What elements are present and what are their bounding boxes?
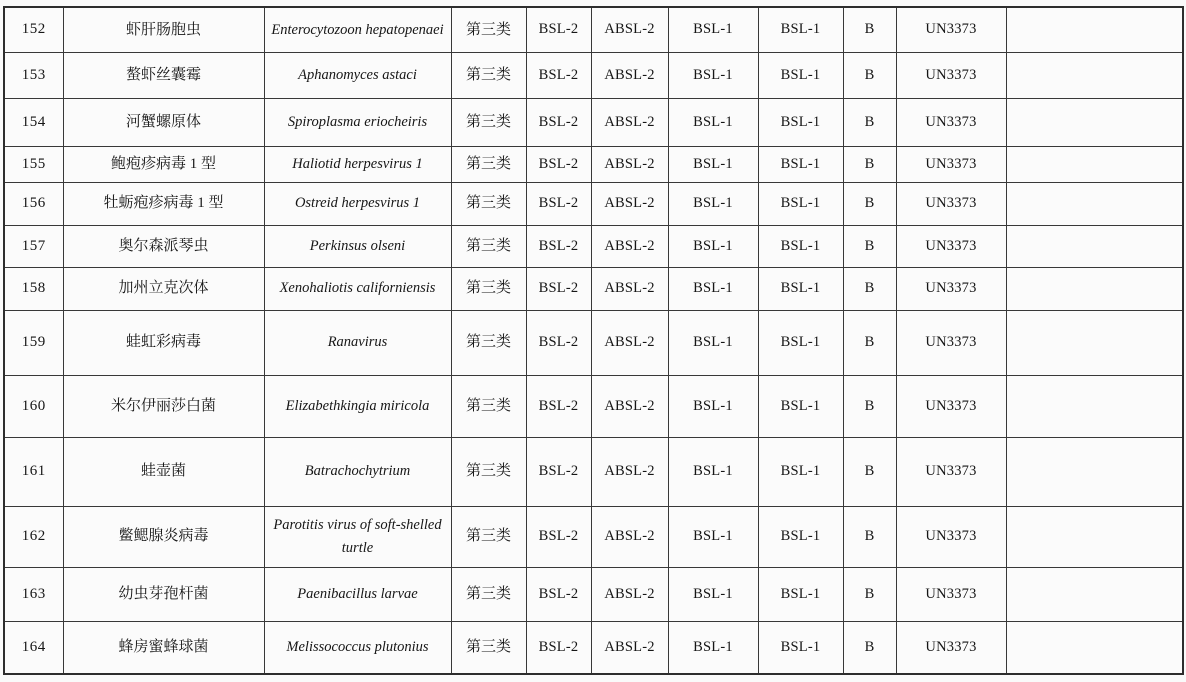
table-row bbox=[4, 437, 1183, 506]
un-number-cell: UN3373 bbox=[896, 437, 1006, 506]
bsl-level-cell: BSL-2 bbox=[526, 146, 591, 182]
latin-name-cell: Ranavirus bbox=[264, 310, 451, 375]
latin-name-cell: Spiroplasma eriocheiris bbox=[264, 98, 451, 146]
bsl1-second-level-cell: BSL-1 bbox=[758, 7, 843, 52]
remark-cell bbox=[1006, 621, 1183, 674]
un-number-cell: UN3373 bbox=[896, 7, 1006, 52]
bsl1-level-cell: BSL-1 bbox=[668, 437, 758, 506]
chinese-name-cell: 蛙虹彩病毒 bbox=[63, 310, 264, 375]
latin-name-cell: Batrachochytrium bbox=[264, 437, 451, 506]
absl-level-cell: ABSL-2 bbox=[591, 52, 668, 98]
latin-name-cell: Parotitis virus of soft-shelled turtle bbox=[264, 506, 451, 567]
remark-cell bbox=[1006, 225, 1183, 267]
transport-class-cell: B bbox=[843, 375, 896, 437]
absl-level-cell: ABSL-2 bbox=[591, 98, 668, 146]
remark-cell bbox=[1006, 506, 1183, 567]
table-row bbox=[4, 310, 1183, 375]
row-number-cell: 161 bbox=[4, 437, 63, 506]
transport-class-cell: B bbox=[843, 267, 896, 310]
row-number-cell: 154 bbox=[4, 98, 63, 146]
bsl-level-cell: BSL-2 bbox=[526, 225, 591, 267]
un-number-cell: UN3373 bbox=[896, 98, 1006, 146]
chinese-name-cell: 鳖鳃腺炎病毒 bbox=[63, 506, 264, 567]
bsl-level-cell: BSL-2 bbox=[526, 506, 591, 567]
absl-level-cell: ABSL-2 bbox=[591, 146, 668, 182]
table-row bbox=[4, 567, 1183, 621]
latin-name-cell: Melissococcus plutonius bbox=[264, 621, 451, 674]
absl-level-cell: ABSL-2 bbox=[591, 310, 668, 375]
category-cell: 第三类 bbox=[451, 310, 526, 375]
bsl-level-cell: BSL-2 bbox=[526, 267, 591, 310]
chinese-name-cell: 米尔伊丽莎白菌 bbox=[63, 375, 264, 437]
un-number-cell: UN3373 bbox=[896, 267, 1006, 310]
table-row bbox=[4, 506, 1183, 567]
bsl1-second-level-cell: BSL-1 bbox=[758, 506, 843, 567]
category-cell: 第三类 bbox=[451, 506, 526, 567]
table-row bbox=[4, 225, 1183, 267]
bsl-level-cell: BSL-2 bbox=[526, 567, 591, 621]
chinese-name-cell: 蛙壶菌 bbox=[63, 437, 264, 506]
un-number-cell: UN3373 bbox=[896, 225, 1006, 267]
table-row bbox=[4, 7, 1183, 52]
un-number-cell: UN3373 bbox=[896, 146, 1006, 182]
remark-cell bbox=[1006, 437, 1183, 506]
row-number-cell: 162 bbox=[4, 506, 63, 567]
table-row bbox=[4, 182, 1183, 225]
category-cell: 第三类 bbox=[451, 437, 526, 506]
chinese-name-cell: 螯虾丝囊霉 bbox=[63, 52, 264, 98]
transport-class-cell: B bbox=[843, 182, 896, 225]
category-cell: 第三类 bbox=[451, 567, 526, 621]
category-cell: 第三类 bbox=[451, 267, 526, 310]
row-number-cell: 152 bbox=[4, 7, 63, 52]
absl-level-cell: ABSL-2 bbox=[591, 567, 668, 621]
bsl1-level-cell: BSL-1 bbox=[668, 310, 758, 375]
bsl-level-cell: BSL-2 bbox=[526, 375, 591, 437]
remark-cell bbox=[1006, 7, 1183, 52]
un-number-cell: UN3373 bbox=[896, 52, 1006, 98]
transport-class-cell: B bbox=[843, 7, 896, 52]
row-number-cell: 159 bbox=[4, 310, 63, 375]
remark-cell bbox=[1006, 375, 1183, 437]
remark-cell bbox=[1006, 267, 1183, 310]
category-cell: 第三类 bbox=[451, 225, 526, 267]
table-row bbox=[4, 375, 1183, 437]
latin-name-cell: Haliotid herpesvirus 1 bbox=[264, 146, 451, 182]
chinese-name-cell: 幼虫芽孢杆菌 bbox=[63, 567, 264, 621]
bsl1-level-cell: BSL-1 bbox=[668, 98, 758, 146]
absl-level-cell: ABSL-2 bbox=[591, 437, 668, 506]
latin-name-cell: Xenohaliotis californiensis bbox=[264, 267, 451, 310]
remark-cell bbox=[1006, 567, 1183, 621]
row-number-cell: 160 bbox=[4, 375, 63, 437]
row-number-cell: 157 bbox=[4, 225, 63, 267]
bsl1-level-cell: BSL-1 bbox=[668, 506, 758, 567]
remark-cell bbox=[1006, 182, 1183, 225]
un-number-cell: UN3373 bbox=[896, 506, 1006, 567]
chinese-name-cell: 河蟹螺原体 bbox=[63, 98, 264, 146]
bsl1-second-level-cell: BSL-1 bbox=[758, 567, 843, 621]
bsl-level-cell: BSL-2 bbox=[526, 437, 591, 506]
category-cell: 第三类 bbox=[451, 146, 526, 182]
chinese-name-cell: 蜂房蜜蜂球菌 bbox=[63, 621, 264, 674]
latin-name-cell: Enterocytozoon hepatopenaei bbox=[264, 7, 451, 52]
un-number-cell: UN3373 bbox=[896, 375, 1006, 437]
absl-level-cell: ABSL-2 bbox=[591, 267, 668, 310]
bsl1-second-level-cell: BSL-1 bbox=[758, 225, 843, 267]
row-number-cell: 164 bbox=[4, 621, 63, 674]
table-row bbox=[4, 267, 1183, 310]
absl-level-cell: ABSL-2 bbox=[591, 621, 668, 674]
row-number-cell: 156 bbox=[4, 182, 63, 225]
bsl1-level-cell: BSL-1 bbox=[668, 182, 758, 225]
latin-name-cell: Elizabethkingia miricola bbox=[264, 375, 451, 437]
chinese-name-cell: 鲍疱疹病毒 1 型 bbox=[63, 146, 264, 182]
absl-level-cell: ABSL-2 bbox=[591, 375, 668, 437]
bsl1-level-cell: BSL-1 bbox=[668, 146, 758, 182]
transport-class-cell: B bbox=[843, 146, 896, 182]
latin-name-cell: Aphanomyces astaci bbox=[264, 52, 451, 98]
transport-class-cell: B bbox=[843, 437, 896, 506]
latin-name-cell: Ostreid herpesvirus 1 bbox=[264, 182, 451, 225]
absl-level-cell: ABSL-2 bbox=[591, 182, 668, 225]
bsl1-level-cell: BSL-1 bbox=[668, 567, 758, 621]
bsl-level-cell: BSL-2 bbox=[526, 621, 591, 674]
transport-class-cell: B bbox=[843, 225, 896, 267]
absl-level-cell: ABSL-2 bbox=[591, 506, 668, 567]
bsl1-second-level-cell: BSL-1 bbox=[758, 310, 843, 375]
table-row bbox=[4, 98, 1183, 146]
bsl-level-cell: BSL-2 bbox=[526, 52, 591, 98]
remark-cell bbox=[1006, 310, 1183, 375]
bsl-level-cell: BSL-2 bbox=[526, 7, 591, 52]
transport-class-cell: B bbox=[843, 52, 896, 98]
bsl1-second-level-cell: BSL-1 bbox=[758, 375, 843, 437]
row-number-cell: 163 bbox=[4, 567, 63, 621]
category-cell: 第三类 bbox=[451, 375, 526, 437]
table-row bbox=[4, 52, 1183, 98]
bsl1-level-cell: BSL-1 bbox=[668, 52, 758, 98]
category-cell: 第三类 bbox=[451, 98, 526, 146]
transport-class-cell: B bbox=[843, 310, 896, 375]
transport-class-cell: B bbox=[843, 621, 896, 674]
remark-cell bbox=[1006, 52, 1183, 98]
bsl-level-cell: BSL-2 bbox=[526, 98, 591, 146]
pathogen-classification-table bbox=[3, 6, 1184, 675]
bsl1-level-cell: BSL-1 bbox=[668, 375, 758, 437]
table-row bbox=[4, 146, 1183, 182]
chinese-name-cell: 虾肝肠胞虫 bbox=[63, 7, 264, 52]
category-cell: 第三类 bbox=[451, 621, 526, 674]
bsl1-second-level-cell: BSL-1 bbox=[758, 98, 843, 146]
bsl1-second-level-cell: BSL-1 bbox=[758, 146, 843, 182]
un-number-cell: UN3373 bbox=[896, 182, 1006, 225]
bsl1-second-level-cell: BSL-1 bbox=[758, 182, 843, 225]
bsl1-second-level-cell: BSL-1 bbox=[758, 437, 843, 506]
chinese-name-cell: 奥尔森派琴虫 bbox=[63, 225, 264, 267]
un-number-cell: UN3373 bbox=[896, 310, 1006, 375]
category-cell: 第三类 bbox=[451, 52, 526, 98]
table-row bbox=[4, 621, 1183, 674]
bsl-level-cell: BSL-2 bbox=[526, 310, 591, 375]
row-number-cell: 158 bbox=[4, 267, 63, 310]
absl-level-cell: ABSL-2 bbox=[591, 7, 668, 52]
transport-class-cell: B bbox=[843, 98, 896, 146]
un-number-cell: UN3373 bbox=[896, 621, 1006, 674]
category-cell: 第三类 bbox=[451, 7, 526, 52]
transport-class-cell: B bbox=[843, 567, 896, 621]
remark-cell bbox=[1006, 98, 1183, 146]
chinese-name-cell: 加州立克次体 bbox=[63, 267, 264, 310]
bsl1-level-cell: BSL-1 bbox=[668, 267, 758, 310]
bsl1-level-cell: BSL-1 bbox=[668, 7, 758, 52]
bsl-level-cell: BSL-2 bbox=[526, 182, 591, 225]
un-number-cell: UN3373 bbox=[896, 567, 1006, 621]
row-number-cell: 153 bbox=[4, 52, 63, 98]
bsl1-second-level-cell: BSL-1 bbox=[758, 52, 843, 98]
latin-name-cell: Perkinsus olseni bbox=[264, 225, 451, 267]
remark-cell bbox=[1006, 146, 1183, 182]
pathogen-table-body bbox=[4, 7, 1183, 674]
bsl1-level-cell: BSL-1 bbox=[668, 621, 758, 674]
transport-class-cell: B bbox=[843, 506, 896, 567]
latin-name-cell: Paenibacillus larvae bbox=[264, 567, 451, 621]
bsl1-second-level-cell: BSL-1 bbox=[758, 621, 843, 674]
chinese-name-cell: 牡蛎疱疹病毒 1 型 bbox=[63, 182, 264, 225]
category-cell: 第三类 bbox=[451, 182, 526, 225]
absl-level-cell: ABSL-2 bbox=[591, 225, 668, 267]
row-number-cell: 155 bbox=[4, 146, 63, 182]
bsl1-second-level-cell: BSL-1 bbox=[758, 267, 843, 310]
bsl1-level-cell: BSL-1 bbox=[668, 225, 758, 267]
